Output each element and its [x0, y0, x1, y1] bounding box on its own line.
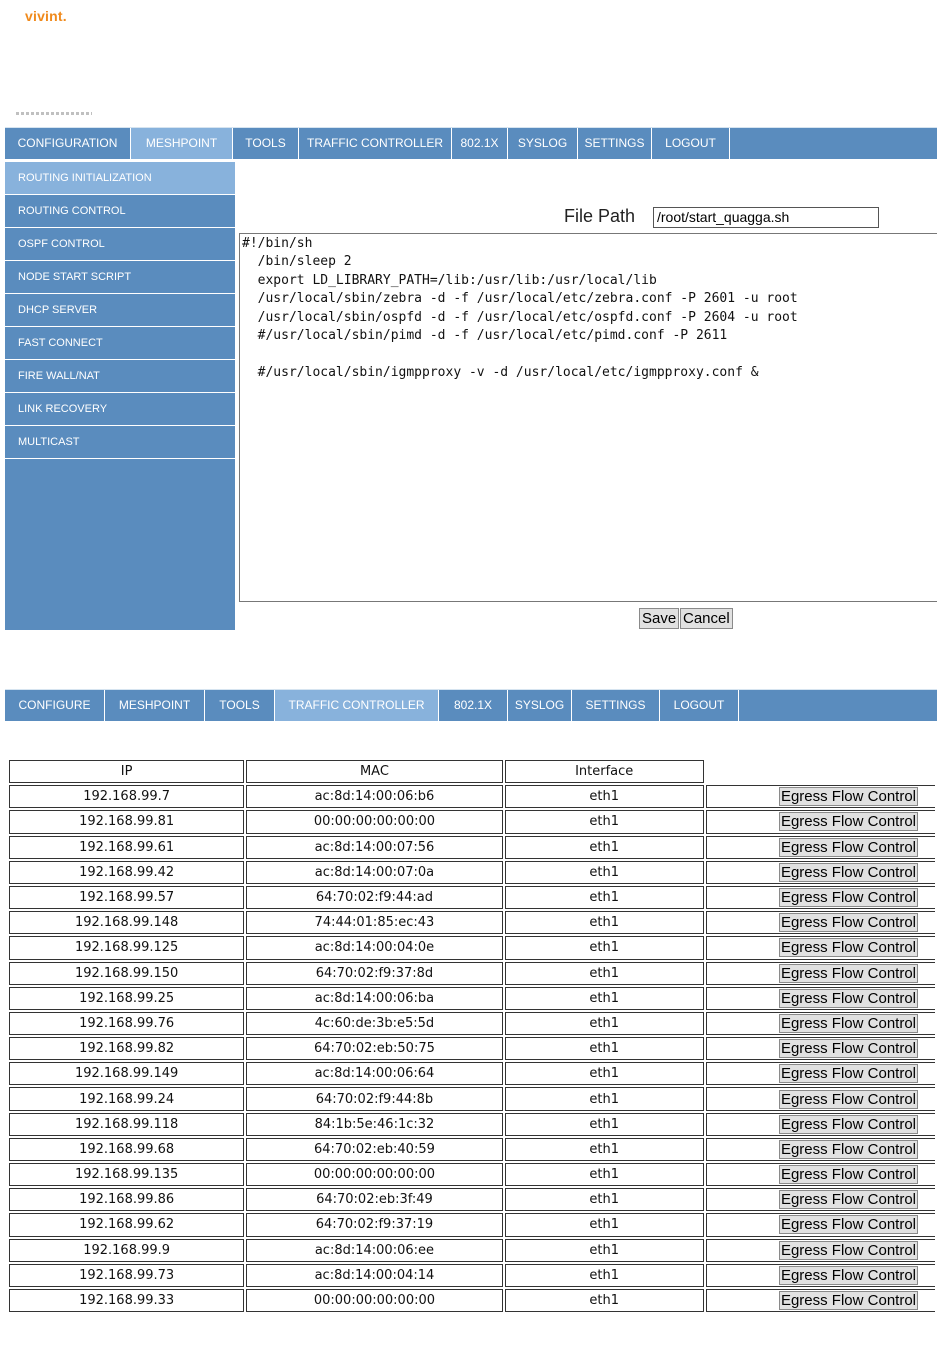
- egress-flow-control-button[interactable]: Egress Flow Control: [780, 1065, 916, 1083]
- egress-flow-control-button[interactable]: Egress Flow Control: [780, 889, 916, 907]
- cell-mac: 64:70:02:f9:37:19: [246, 1213, 502, 1236]
- header-interface: Interface: [505, 760, 704, 783]
- egress-flow-control-button[interactable]: Egress Flow Control: [780, 1191, 916, 1209]
- cell-interface: eth1: [505, 1163, 704, 1186]
- tab-802-1x[interactable]: 802.1X: [452, 128, 508, 159]
- cell-interface: eth1: [505, 1138, 704, 1161]
- cell-interface: eth1: [505, 836, 704, 859]
- egress-flow-control-button[interactable]: Egress Flow Control: [780, 863, 916, 881]
- cell-action: [706, 1289, 935, 1312]
- table-row: [9, 962, 935, 985]
- tab-tools[interactable]: TOOLS: [233, 128, 299, 159]
- table-row: [9, 1163, 935, 1186]
- tab-syslog[interactable]: SYSLOG: [508, 128, 578, 159]
- cell-interface: eth1: [505, 785, 704, 808]
- cell-mac: 00:00:00:00:00:00: [246, 810, 502, 833]
- cell-interface: eth1: [505, 861, 704, 884]
- tab-traffic-controller[interactable]: TRAFFIC CONTROLLER: [275, 690, 439, 721]
- cell-mac: 64:70:02:eb:3f:49: [246, 1188, 502, 1211]
- file-path-input[interactable]: /root/start_quagga.sh: [653, 207, 879, 228]
- cell-mac: ac:8d:14:00:07:0a: [246, 861, 502, 884]
- cell-ip: 192.168.99.86: [9, 1188, 244, 1211]
- cell-mac: 74:44:01:85:ec:43: [246, 911, 502, 934]
- cell-interface: eth1: [505, 1012, 704, 1035]
- cell-interface: eth1: [505, 1062, 704, 1085]
- tab-logout[interactable]: LOGOUT: [660, 690, 739, 721]
- tab-traffic-controller[interactable]: TRAFFIC CONTROLLER: [299, 128, 452, 159]
- table-row: [9, 785, 935, 808]
- cell-mac: 00:00:00:00:00:00: [246, 1163, 502, 1186]
- clients-table: [7, 758, 937, 1314]
- table-row: [9, 810, 935, 833]
- egress-flow-control-button[interactable]: Egress Flow Control: [780, 939, 916, 957]
- cell-interface: eth1: [505, 1239, 704, 1262]
- sidebar-item-fire-wall-nat[interactable]: FIRE WALL/NAT: [5, 360, 235, 393]
- cell-ip: 192.168.99.62: [9, 1213, 244, 1236]
- cell-mac: ac:8d:14:00:04:14: [246, 1264, 502, 1287]
- egress-flow-control-button[interactable]: Egress Flow Control: [780, 1115, 916, 1133]
- tab-meshpoint[interactable]: MESHPOINT: [105, 690, 205, 721]
- cell-interface: eth1: [505, 936, 704, 959]
- egress-flow-control-button[interactable]: Egress Flow Control: [780, 788, 916, 806]
- cell-ip: 192.168.99.42: [9, 861, 244, 884]
- cell-action: [706, 1062, 935, 1085]
- cancel-button[interactable]: Cancel: [680, 608, 733, 629]
- cell-action: [706, 1163, 935, 1186]
- cell-ip: 192.168.99.61: [9, 836, 244, 859]
- cutoff-text: [16, 108, 92, 118]
- cell-interface: eth1: [505, 911, 704, 934]
- header-ip: IP: [9, 760, 244, 783]
- egress-flow-control-button[interactable]: Egress Flow Control: [780, 1166, 916, 1184]
- sidebar-item-multicast[interactable]: MULTICAST: [5, 426, 235, 459]
- sidebar-item-link-recovery[interactable]: LINK RECOVERY: [5, 393, 235, 426]
- cell-mac: 84:1b:5e:46:1c:32: [246, 1113, 502, 1136]
- table-header-row: [9, 760, 935, 783]
- tab-meshpoint[interactable]: MESHPOINT: [131, 128, 233, 159]
- cell-ip: 192.168.99.24: [9, 1087, 244, 1110]
- egress-flow-control-button[interactable]: Egress Flow Control: [780, 1266, 916, 1284]
- sidebar-item-fast-connect[interactable]: FAST CONNECT: [5, 327, 235, 360]
- cell-mac: 64:70:02:eb:50:75: [246, 1037, 502, 1060]
- tab-configuration[interactable]: CONFIGURATION: [5, 128, 131, 159]
- cell-mac: ac:8d:14:00:06:ba: [246, 987, 502, 1010]
- sidebar-item-dhcp-server[interactable]: DHCP SERVER: [5, 294, 235, 327]
- egress-flow-control-button[interactable]: Egress Flow Control: [780, 1140, 916, 1158]
- save-button[interactable]: Save: [639, 608, 679, 629]
- cell-action: [706, 1087, 935, 1110]
- tab-802-1x[interactable]: 802.1X: [439, 690, 508, 721]
- cell-ip: 192.168.99.76: [9, 1012, 244, 1035]
- cell-ip: 192.168.99.9: [9, 1239, 244, 1262]
- cell-action: [706, 810, 935, 833]
- cell-ip: 192.168.99.125: [9, 936, 244, 959]
- cell-action: [706, 886, 935, 909]
- cell-action: [706, 1113, 935, 1136]
- egress-flow-control-button[interactable]: Egress Flow Control: [780, 838, 916, 856]
- tab-syslog[interactable]: SYSLOG: [508, 690, 572, 721]
- cell-action: [706, 1213, 935, 1236]
- cell-ip: 192.168.99.135: [9, 1163, 244, 1186]
- cell-interface: eth1: [505, 886, 704, 909]
- cell-mac: 64:70:02:f9:44:8b: [246, 1087, 502, 1110]
- cell-action: [706, 785, 935, 808]
- cell-mac: ac:8d:14:00:07:56: [246, 836, 502, 859]
- cell-mac: ac:8d:14:00:06:64: [246, 1062, 502, 1085]
- egress-flow-control-button[interactable]: Egress Flow Control: [780, 914, 916, 932]
- egress-flow-control-button[interactable]: Egress Flow Control: [780, 964, 916, 982]
- sidebar-item-routing-control[interactable]: ROUTING CONTROL: [5, 195, 235, 228]
- cell-ip: 192.168.99.150: [9, 962, 244, 985]
- egress-flow-control-button[interactable]: Egress Flow Control: [780, 1090, 916, 1108]
- file-path-label: File Path: [564, 206, 636, 226]
- table-row: [9, 1012, 935, 1035]
- sidebar-item-routing-initialization[interactable]: ROUTING INITIALIZATION: [5, 162, 235, 195]
- table-row: [9, 987, 935, 1010]
- table-row: [9, 886, 935, 909]
- cell-interface: eth1: [505, 1188, 704, 1211]
- cell-mac: 4c:60:de:3b:e5:5d: [246, 1012, 502, 1035]
- cell-ip: 192.168.99.82: [9, 1037, 244, 1060]
- cell-mac: 64:70:02:f9:44:ad: [246, 886, 502, 909]
- cell-mac: 00:00:00:00:00:00: [246, 1289, 502, 1312]
- sidebar-item-node-start-script[interactable]: NODE START SCRIPT: [5, 261, 235, 294]
- tab-logout[interactable]: LOGOUT: [652, 128, 730, 159]
- cell-action: [706, 1264, 935, 1287]
- cell-interface: eth1: [505, 1037, 704, 1060]
- cell-interface: eth1: [505, 810, 704, 833]
- cell-ip: 192.168.99.57: [9, 886, 244, 909]
- egress-flow-control-button[interactable]: Egress Flow Control: [780, 813, 916, 831]
- cell-interface: eth1: [505, 1289, 704, 1312]
- table-row: [9, 1087, 935, 1110]
- cell-ip: 192.168.99.73: [9, 1264, 244, 1287]
- vivint-logo: vivint.: [25, 8, 67, 24]
- cell-mac: ac:8d:14:00:04:0e: [246, 936, 502, 959]
- cell-ip: 192.168.99.7: [9, 785, 244, 808]
- table-row: [9, 1289, 935, 1312]
- cell-ip: 192.168.99.148: [9, 911, 244, 934]
- egress-flow-control-button[interactable]: Egress Flow Control: [780, 1292, 916, 1310]
- egress-flow-control-button[interactable]: Egress Flow Control: [780, 1040, 916, 1058]
- table-row: [9, 1113, 935, 1136]
- table-row: [9, 1239, 935, 1262]
- cell-ip: 192.168.99.33: [9, 1289, 244, 1312]
- cell-action: [706, 1012, 935, 1035]
- egress-flow-control-button[interactable]: Egress Flow Control: [780, 1241, 916, 1259]
- sidebar-menu: [5, 162, 235, 630]
- cell-interface: eth1: [505, 1113, 704, 1136]
- cell-interface: eth1: [505, 1087, 704, 1110]
- cell-interface: eth1: [505, 1264, 704, 1287]
- cell-interface: eth1: [505, 1213, 704, 1236]
- cell-action: [706, 1188, 935, 1211]
- table-row: [9, 1188, 935, 1211]
- egress-flow-control-button[interactable]: Egress Flow Control: [780, 989, 916, 1007]
- table-row: [9, 1062, 935, 1085]
- cell-mac: 64:70:02:f9:37:8d: [246, 962, 502, 985]
- table-row: [9, 936, 935, 959]
- cell-mac: 64:70:02:eb:40:59: [246, 1138, 502, 1161]
- tab-settings[interactable]: SETTINGS: [578, 128, 652, 159]
- cell-ip: 192.168.99.68: [9, 1138, 244, 1161]
- sidebar-item-ospf-control[interactable]: OSPF CONTROL: [5, 228, 235, 261]
- cell-action: [706, 861, 935, 884]
- table-row: [9, 1037, 935, 1060]
- table-row: [9, 911, 935, 934]
- egress-flow-control-button[interactable]: Egress Flow Control: [780, 1216, 916, 1234]
- cell-interface: eth1: [505, 987, 704, 1010]
- tab-configure[interactable]: CONFIGURE: [5, 690, 105, 721]
- cell-action: [706, 911, 935, 934]
- table-row: [9, 1213, 935, 1236]
- script-editor[interactable]: #!/bin/sh /bin/sleep 2 export LD_LIBRARY_PATH=/lib:/usr/lib:/usr/local/lib /usr/local/sbin/zebra -d -f /usr/local/etc/zebra.conf -P 2601 -u root /usr/local/sbin/ospfd -d -f /usr/local/etc/ospfd.conf -P 2604 -u root #/usr/local/sbin/pimd -d -f /usr/local/etc/pimd.conf -P 2611 #/usr/local/sbin/igmpproxy -v -d /usr/local/etc/igmpproxy.conf &: [239, 233, 937, 602]
- cell-action: [706, 1138, 935, 1161]
- cell-interface: eth1: [505, 962, 704, 985]
- cell-action: [706, 987, 935, 1010]
- cell-ip: 192.168.99.149: [9, 1062, 244, 1085]
- cell-action: [706, 962, 935, 985]
- tab-settings[interactable]: SETTINGS: [572, 690, 660, 721]
- cell-mac: ac:8d:14:00:06:ee: [246, 1239, 502, 1262]
- table-row: [9, 836, 935, 859]
- table-row: [9, 1264, 935, 1287]
- top-nav-meshpoint: [5, 127, 937, 159]
- header-action: [706, 760, 935, 783]
- cell-ip: 192.168.99.81: [9, 810, 244, 833]
- cell-action: [706, 1239, 935, 1262]
- table-row: [9, 861, 935, 884]
- cell-ip: 192.168.99.25: [9, 987, 244, 1010]
- cell-action: [706, 1037, 935, 1060]
- top-nav-traffic-controller: [5, 689, 937, 721]
- header-mac: MAC: [246, 760, 502, 783]
- cell-mac: ac:8d:14:00:06:b6: [246, 785, 502, 808]
- cell-ip: 192.168.99.118: [9, 1113, 244, 1136]
- cell-action: [706, 936, 935, 959]
- cell-action: [706, 836, 935, 859]
- tab-tools[interactable]: TOOLS: [205, 690, 275, 721]
- egress-flow-control-button[interactable]: Egress Flow Control: [780, 1014, 916, 1032]
- table-row: [9, 1138, 935, 1161]
